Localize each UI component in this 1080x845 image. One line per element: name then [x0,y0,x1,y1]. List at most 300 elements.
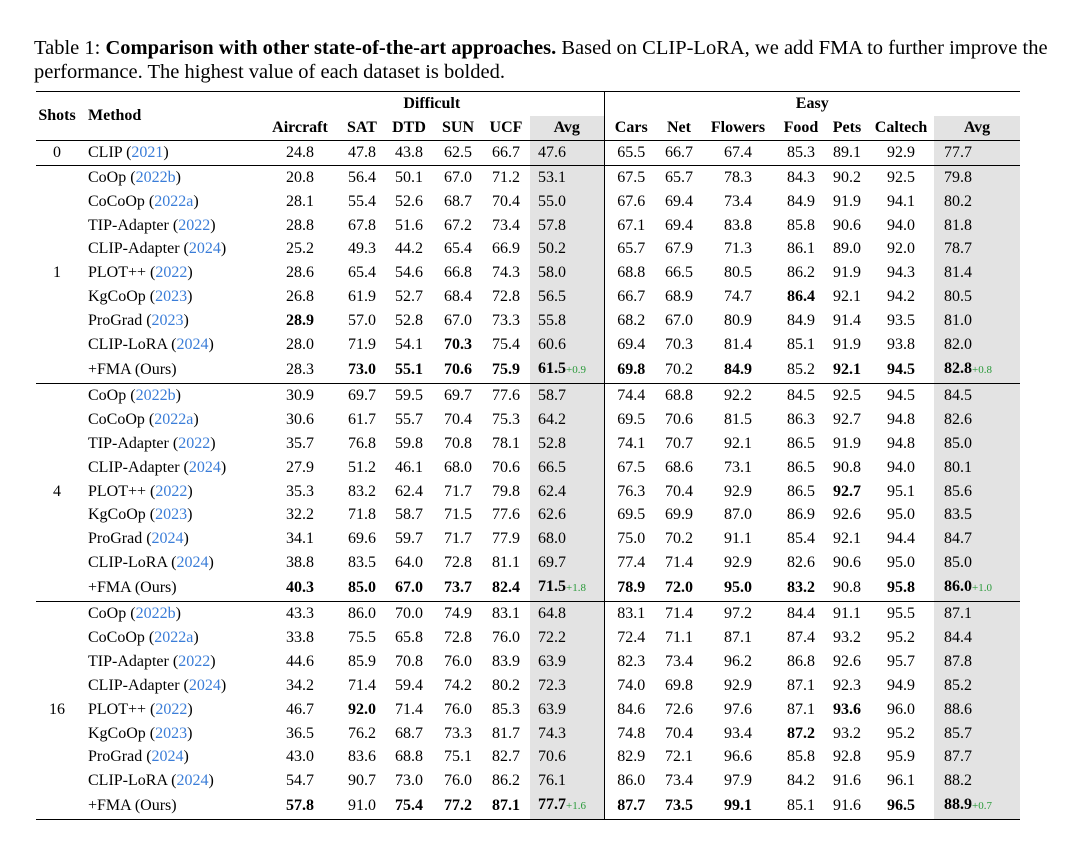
difficult-value: 58.7 [530,383,604,407]
difficult-value: 77.6 [482,383,530,407]
table-row [36,165,1020,189]
easy-value: 82.6 [934,408,1020,432]
header-difficult-dtd: DTD [392,118,426,136]
easy-value: 75.0 [617,530,646,548]
header-easy-flowers: Flowers [710,118,766,136]
citation-link[interactable]: 2024 [151,748,184,766]
shots-cell [36,456,78,480]
easy-value: 73.4 [665,652,693,670]
method-name: TIP-Adapter [88,434,169,452]
easy-value: 90.8 [833,458,861,476]
easy-value: 85.1 [787,336,815,354]
header-difficult-aircraft: Aircraft [272,118,328,136]
difficult-value: 43.3 [260,602,340,626]
method-cell: PLOT++ (2022) [88,482,193,500]
shots-cell: 0 [36,140,78,165]
easy-value: 84.4 [776,602,826,626]
easy-value: 80.9 [724,312,752,330]
method-cell: CLIP-Adapter (2024) [88,240,227,258]
easy-value: 94.0 [887,458,915,476]
easy-value: 92.6 [833,506,861,524]
table-row [36,190,1020,214]
difficult-value: 34.1 [286,530,314,548]
difficult-value: 28.1 [286,192,314,210]
gain-badge: +0.9 [566,363,586,376]
easy-value: 95.8 [887,579,915,597]
difficult-value: 70.0 [384,602,434,626]
shots-cell [36,602,78,626]
easy-value: 86.0 [617,772,646,790]
shots-cell [36,551,78,575]
easy-value: 86.4 [787,288,815,306]
easy-value: 97.6 [724,700,752,718]
easy-value: 94.5 [868,383,934,407]
easy-value: 96.0 [887,700,915,718]
difficult-value: 67.0 [395,579,423,597]
difficult-value: 52.8 [530,432,604,456]
difficult-value: 69.7 [530,551,604,575]
difficult-value: 43.0 [286,748,314,766]
difficult-value: 81.1 [492,554,520,572]
easy-value: 94.2 [887,288,915,306]
citation-link[interactable]: 2023 [151,312,184,330]
easy-value: 87.2 [787,724,815,742]
method-name: +FMA (Ours) [88,797,177,815]
easy-value: 96.2 [724,652,752,670]
difficult-value: 70.6 [492,458,520,476]
easy-value: 87.7 [934,745,1020,769]
difficult-value: 30.9 [260,383,340,407]
easy-value: 71.1 [665,628,693,646]
method-cell: CoOp (2022b) [78,602,260,626]
shots-cell [36,285,78,309]
method-name: CoCoOp [88,192,145,210]
citation-link[interactable]: 2022a [154,628,194,646]
method-cell: CLIP-LoRA (2024) [88,336,214,354]
easy-value: 93.4 [724,724,752,742]
citation-link[interactable]: 2022b [135,605,176,623]
easy-value: 91.9 [833,192,861,210]
easy-value: 80.2 [934,190,1020,214]
difficult-value: 83.9 [492,652,520,670]
citation-link[interactable]: 2024 [188,676,221,694]
easy-value: 69.9 [665,506,693,524]
easy-value: 84.9 [724,360,752,378]
difficult-value: 59.7 [395,530,423,548]
difficult-value: 67.0 [444,312,472,330]
method-name: CLIP-LoRA [88,554,168,572]
table-row [36,551,1020,575]
table-row [36,674,1020,698]
difficult-value: 60.6 [530,333,604,357]
easy-value: 68.8 [617,264,646,282]
easy-value: 92.5 [826,383,868,407]
easy-value: 94.0 [887,216,915,234]
easy-value: 95.0 [887,554,915,572]
shots-cell [36,745,78,769]
easy-value: 83.2 [787,579,815,597]
difficult-value: 75.9 [492,360,520,378]
easy-value: 92.1 [833,530,861,548]
easy-value: 94.3 [887,264,915,282]
difficult-value: 68.7 [395,724,423,742]
easy-value: 85.3 [776,140,826,165]
easy-value: 92.6 [833,652,861,670]
easy-value: 71.4 [658,602,700,626]
shots-cell: 4 [53,482,61,500]
easy-value: 87.4 [787,628,815,646]
easy-value: 82.8+0.8 [934,357,1020,383]
difficult-value: 57.8 [260,793,340,819]
citation-link[interactable]: 2024 [188,458,221,476]
method-cell: TIP-Adapter (2022) [88,216,216,234]
difficult-value: 86.0 [340,602,384,626]
method-name: PLOT++ [88,700,147,718]
method-name: +FMA (Ours) [88,579,177,597]
method-name: ProGrad [88,748,143,766]
difficult-value: 72.8 [492,288,520,306]
difficult-value: 55.7 [395,410,423,428]
easy-value: 67.0 [665,312,693,330]
method-name: CoOp [88,605,127,623]
shots-cell [36,722,78,746]
difficult-value: 30.6 [286,410,314,428]
easy-value: 84.9 [787,312,815,330]
easy-value: 92.2 [700,383,776,407]
citation-link[interactable]: 2024 [188,240,221,258]
easy-value: 92.5 [868,165,934,189]
shots-cell [36,769,78,793]
easy-value: 92.3 [833,676,861,694]
difficult-value: 69.6 [348,530,376,548]
citation-link[interactable]: 2022 [178,652,211,670]
citation-link[interactable]: 2022 [155,482,188,500]
method-cell: CoCoOp (2022a) [88,410,199,428]
easy-value: 92.9 [724,482,752,500]
easy-value: 68.6 [665,458,693,476]
table-row [36,503,1020,527]
easy-value: 78.3 [700,165,776,189]
method-cell: CLIP (2021) [78,140,260,165]
easy-value: 82.3 [617,652,646,670]
citation-link[interactable]: 2024 [176,772,209,790]
easy-value: 88.2 [934,769,1020,793]
easy-value: 91.1 [724,530,752,548]
difficult-value: 28.9 [286,312,314,330]
easy-value: 84.3 [776,165,826,189]
easy-value: 95.2 [887,724,915,742]
difficult-value: 52.6 [395,192,423,210]
easy-value: 91.6 [833,772,861,790]
difficult-value: 76.2 [348,724,376,742]
method-name: TIP-Adapter [88,216,169,234]
method-name: +FMA (Ours) [88,360,177,378]
easy-value: 70.2 [665,530,693,548]
easy-value: 92.1 [724,434,752,452]
citation-link[interactable]: 2024 [151,530,184,548]
citation-link[interactable]: 2023 [155,724,188,742]
easy-value: 65.7 [658,165,700,189]
easy-value: 94.8 [887,410,915,428]
shots-cell [36,333,78,357]
citation-link[interactable]: 2024 [176,336,209,354]
difficult-value: 62.6 [530,503,604,527]
easy-value: 90.6 [833,216,861,234]
easy-value: 82.9 [617,748,646,766]
header-difficult-sun: SUN [441,118,474,136]
easy-value: 88.6 [934,698,1020,722]
easy-value: 91.9 [833,336,861,354]
easy-value: 70.3 [665,336,693,354]
difficult-value: 75.4 [384,793,434,819]
citation-link[interactable]: 2021 [131,143,164,161]
easy-value: 92.1 [833,360,861,378]
easy-value: 86.1 [787,240,815,258]
easy-value: 84.9 [787,192,815,210]
difficult-value: 72.3 [530,674,604,698]
difficult-value: 83.2 [348,482,376,500]
easy-value: 99.1 [700,793,776,819]
method-name: PLOT++ [88,482,147,500]
table-row [36,285,1020,309]
difficult-value: 78.1 [492,434,520,452]
easy-value: 84.4 [934,626,1020,650]
method-cell: PLOT++ (2022) [88,700,193,718]
easy-value: 93.6 [833,700,861,718]
difficult-value: 91.0 [340,793,384,819]
method-cell [78,575,260,601]
method-cell [78,357,260,383]
easy-value: 87.1 [724,628,752,646]
difficult-value: 33.8 [286,628,314,646]
difficult-value: 52.8 [395,312,423,330]
shots-cell [36,357,78,383]
difficult-value: 34.2 [286,676,314,694]
easy-value: 85.6 [934,480,1020,504]
easy-value: 68.2 [617,312,646,330]
easy-value: 89.1 [826,140,868,165]
method-name: CLIP-Adapter [88,240,180,258]
table-row [36,383,1020,407]
method-cell: PLOT++ (2022) [88,264,193,282]
easy-value: 92.0 [887,240,915,258]
shots-cell [36,309,78,333]
easy-value: 85.2 [787,360,815,378]
results-table [36,91,1020,820]
easy-value: 78.7 [934,237,1020,261]
difficult-value: 61.9 [348,288,376,306]
difficult-value: 57.0 [348,312,376,330]
difficult-value: 28.0 [286,336,314,354]
difficult-value: 25.2 [286,240,314,258]
easy-value: 81.5 [724,410,752,428]
easy-value: 97.9 [724,772,752,790]
header-easy-caltech: Caltech [874,118,928,136]
difficult-value: 82.7 [492,748,520,766]
difficult-value: 76.0 [444,652,472,670]
difficult-value: 75.1 [444,748,472,766]
header-easy: Easy [604,92,1020,116]
citation-link[interactable]: 2022b [135,386,176,404]
easy-value: 92.7 [833,410,861,428]
easy-value: 86.8 [787,652,815,670]
difficult-value: 46.1 [395,458,423,476]
header-difficult: Difficult [260,92,604,116]
easy-value: 94.8 [887,434,915,452]
citation-link[interactable]: 2022 [178,434,211,452]
difficult-value: 81.7 [492,724,520,742]
difficult-value: 75.5 [348,628,376,646]
method-name: CoCoOp [88,628,145,646]
gain-badge: +0.7 [972,800,992,813]
method-cell: CLIP-LoRA (2024) [88,554,214,572]
difficult-value: 62.4 [395,482,423,500]
easy-value: 86.3 [787,410,815,428]
difficult-value: 69.7 [434,383,482,407]
difficult-value: 85.9 [348,652,376,670]
method-name: CLIP-LoRA [88,772,168,790]
shots-cell [36,575,78,601]
easy-value: 76.3 [617,482,646,500]
difficult-value: 79.8 [492,482,520,500]
difficult-value: 50.1 [384,165,434,189]
shots-cell [36,626,78,650]
easy-value: 90.8 [833,579,861,597]
citation-link[interactable]: 2023 [155,288,188,306]
easy-value: 81.4 [934,261,1020,285]
difficult-value: 32.2 [286,506,314,524]
method-name: CLIP-Adapter [88,676,180,694]
easy-value: 93.5 [887,312,915,330]
method-name: KgCoOp [88,724,146,742]
difficult-value: 51.2 [348,458,376,476]
table-row [36,432,1020,456]
header-difficult-sat: SAT [347,118,377,136]
shots-cell [36,237,78,261]
easy-value: 73.5 [658,793,700,819]
easy-value: 93.8 [887,336,915,354]
easy-value: 96.5 [868,793,934,819]
table-row [36,261,1020,285]
difficult-value: 68.4 [444,288,472,306]
easy-value: 74.7 [724,288,752,306]
shots-cell [36,793,78,819]
table-row [36,602,1020,626]
shots-cell [36,214,78,238]
difficult-value: 70.8 [444,434,472,452]
difficult-value: 64.2 [530,408,604,432]
shots-cell [36,383,78,407]
citation-link[interactable]: 2022a [154,192,194,210]
difficult-value: 77.2 [434,793,482,819]
easy-value: 81.4 [724,336,752,354]
method-cell: ProGrad (2024) [88,530,189,548]
difficult-value: 57.8 [530,214,604,238]
difficult-value: 56.5 [530,285,604,309]
difficult-value: 55.1 [395,360,423,378]
easy-value: 83.5 [934,503,1020,527]
easy-value: 69.5 [617,410,646,428]
easy-value: 72.1 [665,748,693,766]
difficult-value: 55.0 [530,190,604,214]
citation-link[interactable]: 2022 [178,216,211,234]
table-row [36,480,1020,504]
difficult-value: 71.8 [348,506,376,524]
method-cell: CoOp (2022b) [78,383,260,407]
easy-value: 94.4 [887,530,915,548]
header-method: Method [78,92,260,141]
difficult-value: 73.4 [492,216,520,234]
easy-value: 85.7 [934,722,1020,746]
difficult-value: 55.8 [530,309,604,333]
easy-value: 67.5 [604,165,658,189]
easy-value: 67.4 [700,140,776,165]
easy-value: 85.1 [776,793,826,819]
citation-link[interactable]: 2022b [135,168,176,186]
shots-cell [36,165,78,189]
citation-link[interactable]: 2023 [155,506,188,524]
citation-link[interactable]: 2022 [155,264,188,282]
table-row [36,456,1020,480]
difficult-value: 74.2 [444,676,472,694]
difficult-value: 67.0 [434,165,482,189]
easy-value: 89.0 [833,240,861,258]
easy-value: 84.7 [934,527,1020,551]
easy-value: 74.0 [617,676,646,694]
difficult-value: 71.5 [444,506,472,524]
table-row [36,745,1020,769]
difficult-value: 85.0 [348,579,376,597]
citation-link[interactable]: 2024 [176,554,209,572]
caption-label: Table 1: [34,37,101,59]
method-name: KgCoOp [88,506,146,524]
easy-value: 82.6 [787,554,815,572]
difficult-value: 75.3 [492,410,520,428]
easy-value: 90.6 [833,554,861,572]
gain-badge: +1.6 [566,800,586,813]
caption-rest: Based on CLIP-LoRA, we add FMA to further improve the performance. The highest value of each dataset is bolded. [34,37,1048,83]
difficult-value: 54.7 [286,772,314,790]
citation-link[interactable]: 2022a [154,410,194,428]
difficult-value: 73.3 [492,312,520,330]
citation-link[interactable]: 2022 [155,700,188,718]
method-name: CLIP [88,143,123,161]
difficult-value: 24.8 [260,140,340,165]
easy-value: 70.6 [665,410,693,428]
easy-value: 92.9 [868,140,934,165]
table-row [36,575,1020,601]
table-row [36,722,1020,746]
easy-value: 87.8 [934,650,1020,674]
easy-value: 69.8 [665,676,693,694]
easy-value: 69.4 [617,336,646,354]
difficult-value: 80.2 [492,676,520,694]
difficult-value: 90.7 [348,772,376,790]
easy-value: 70.7 [665,434,693,452]
difficult-value: 74.9 [434,602,482,626]
easy-value: 87.1 [934,602,1020,626]
easy-value: 86.2 [787,264,815,282]
difficult-value: 28.8 [286,216,314,234]
gain-badge: +1.0 [972,582,992,595]
easy-value: 83.1 [604,602,658,626]
header-easy-pets: Pets [832,118,862,136]
difficult-value: 74.3 [530,722,604,746]
method-cell: CLIP-Adapter (2024) [88,458,227,476]
table-row [36,357,1020,383]
easy-value: 69.8 [617,360,646,378]
easy-value: 93.2 [833,628,861,646]
